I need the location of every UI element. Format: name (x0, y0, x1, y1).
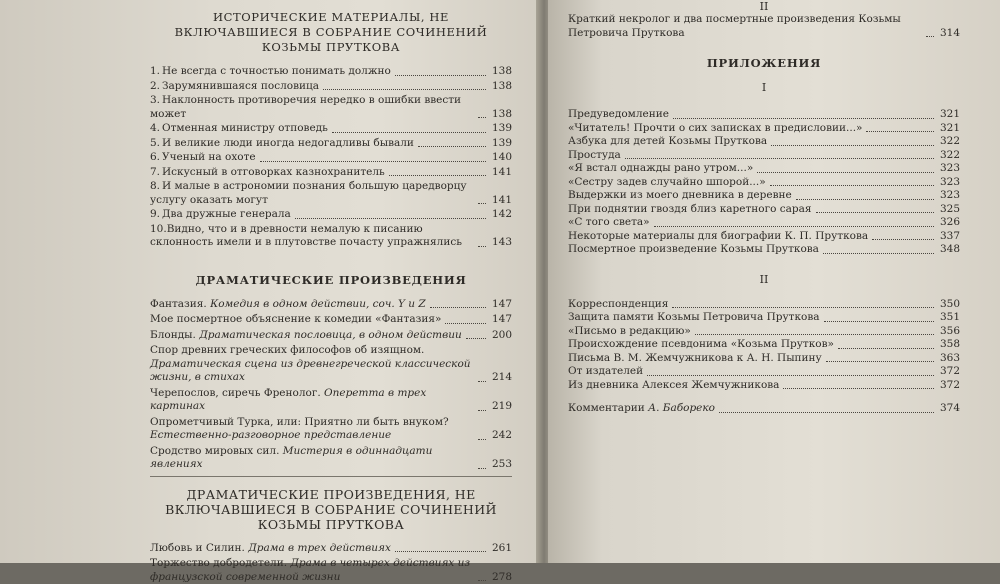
toc-entry-number: 6. (150, 151, 162, 165)
toc-entry-title: «С того света» (568, 216, 650, 230)
toc-entry-page: 326 (938, 216, 960, 230)
dot-leader (466, 338, 486, 339)
toc-entry (150, 344, 512, 385)
toc-entry-title: 10.Видно, что и в древности немалую к писанию склонность имели и в плутовстве почасту упражнялись (150, 223, 474, 250)
toc-entry (568, 135, 960, 149)
toc-entry-page: 261 (490, 542, 512, 556)
toc-entry-title: Защита памяти Козьмы Петровича Пруткова (568, 311, 820, 325)
toc-entry-page: 323 (938, 176, 960, 190)
toc-entry-number: 4. (150, 122, 162, 136)
dramatic-list (150, 298, 512, 472)
toc-entry-page: 140 (490, 151, 512, 165)
toc-entry (150, 298, 512, 312)
toc-entry-title: Опрометчивый Турка, или: Приятно ли быть внуком? Естественно-разговорное представление (150, 416, 474, 443)
dot-leader (332, 132, 486, 133)
toc-entry-title: 4.Отменная министру отповедь (150, 122, 328, 136)
toc-entry-page: 147 (490, 298, 512, 312)
toc-entry (150, 80, 512, 94)
toc-entry-title: Некоторые материалы для биографии К. П. Пруткова (568, 230, 868, 244)
toc-entry (150, 94, 512, 121)
toc-entry-page: 337 (938, 230, 960, 244)
toc-entry-page: 253 (490, 458, 512, 472)
toc-entry-subtitle: Драма в трех действиях (245, 542, 391, 554)
toc-entry-title: Любовь и Силин. Драма в трех действиях (150, 542, 391, 556)
toc-entry (150, 542, 512, 556)
dot-leader (826, 361, 934, 362)
toc-entry-title: Простуда (568, 149, 621, 163)
toc-entry (150, 445, 512, 472)
toc-entry-page: 214 (490, 371, 512, 385)
toc-entry (568, 365, 960, 379)
toc-entry (568, 176, 960, 190)
toc-entry-title: Корреспонденция (568, 298, 668, 312)
toc-entry-page: 374 (938, 402, 960, 416)
toc-entry-title: Из дневника Алексея Жемчужникова (568, 379, 779, 393)
toc-entry-page: 348 (938, 243, 960, 257)
toc-entry-title: Посмертное произведение Козьмы Пруткова (568, 243, 819, 257)
toc-entry (568, 203, 960, 217)
toc-entry (568, 13, 960, 40)
toc-entry-number: 8. (150, 180, 162, 194)
toc-entry-page: 322 (938, 149, 960, 163)
toc-entry-page: 141 (490, 194, 512, 208)
toc-entry-subtitle: Мистерия в одиннадцати явлениях (150, 445, 432, 471)
toc-entry-page: 242 (490, 429, 512, 443)
appendix-title: ПРИЛОЖЕНИЯ (568, 56, 960, 71)
toc-entry-title: 6.Ученый на охоте (150, 151, 256, 165)
dot-leader (872, 239, 934, 240)
toc-entry (568, 352, 960, 366)
dot-leader (478, 439, 486, 440)
part2-roman-numeral: II (568, 273, 960, 286)
toc-entry-title: «Сестру задев случайно шпорой...» (568, 176, 766, 190)
toc-entry-page: 200 (490, 329, 512, 343)
dot-leader (816, 212, 935, 213)
dot-leader (260, 161, 486, 162)
toc-entry-page: 350 (938, 298, 960, 312)
right-page (548, 0, 1000, 563)
toc-entry-page: 323 (938, 162, 960, 176)
toc-entry (568, 162, 960, 176)
section-title-historical: ИСТОРИЧЕСКИЕ МАТЕРИАЛЫ, НЕ ВКЛЮЧАВШИЕСЯ В СОБРАНИЕ СОЧИНЕНИЙ КОЗЬМЫ ПРУТКОВА (150, 10, 512, 55)
toc-entry-page: 138 (490, 108, 512, 122)
toc-entry-number: 2. (150, 80, 162, 94)
toc-entry-number: 10. (150, 223, 167, 237)
toc-entry-page: 372 (938, 365, 960, 379)
toc-entry-number: 5. (150, 137, 162, 151)
toc-entry-page: 325 (938, 203, 960, 217)
toc-entry-subtitle: А. Бабореко (645, 402, 715, 414)
dot-leader (926, 36, 934, 37)
dot-leader (647, 375, 934, 376)
dot-leader (478, 203, 486, 204)
toc-entry-title: Комментарии А. Бабореко (568, 402, 715, 416)
toc-entry-title: Фантазия. Комедия в одном действии, соч. Y и Z (150, 298, 426, 312)
commentary-item (568, 402, 960, 416)
toc-entry-title: Письма В. М. Жемчужникова к А. Н. Пыпину (568, 352, 822, 366)
dot-leader (395, 551, 486, 552)
dot-leader (673, 118, 934, 119)
toc-entry (150, 137, 512, 151)
toc-entry-title: «Письмо в редакцию» (568, 325, 691, 339)
dot-leader (478, 580, 486, 581)
toc-entry-title: Сродство мировых сил. Мистерия в одиннадцати явлениях (150, 445, 474, 472)
toc-entry-page: 314 (938, 27, 960, 41)
toc-entry (150, 387, 512, 414)
toc-entry-page: 363 (938, 352, 960, 366)
toc-entry-page: 358 (938, 338, 960, 352)
toc-entry-page: 143 (490, 236, 512, 250)
toc-entry-title: 5.И великие люди иногда недогадливы бывали (150, 137, 414, 151)
toc-entry-subtitle: Драматическая сцена из древнегреческой классической жизни, в стихах (150, 358, 471, 384)
dot-leader (445, 323, 486, 324)
toc-entry-subtitle: Комедия в одном действии, соч. Y и Z (207, 298, 426, 310)
toc-entry (568, 149, 960, 163)
dot-leader (770, 185, 934, 186)
section-title-dramatic-excluded: ДРАМАТИЧЕСКИЕ ПРОИЗВЕДЕНИЯ, НЕ ВКЛЮЧАВШИЕСЯ В СОБРАНИЕ СОЧИНЕНИЙ КОЗЬМЫ ПРУТКОВА (150, 487, 512, 532)
toc-entry (568, 338, 960, 352)
toc-entry-page: 141 (490, 166, 512, 180)
toc-entry-number: 1. (150, 65, 162, 79)
dot-leader (389, 175, 486, 176)
dot-leader (418, 146, 486, 147)
toc-entry-page: 321 (938, 122, 960, 136)
dot-leader (719, 412, 934, 413)
toc-entry-subtitle: Драма в четырех действиях из французской современной жизни (150, 557, 470, 583)
toc-entry (568, 379, 960, 393)
toc-entry-subtitle: Оперетта в трех картинах (150, 387, 426, 413)
toc-entry-page: 322 (938, 135, 960, 149)
toc-entry-title: Выдержки из моего дневника в деревне (568, 189, 792, 203)
dot-leader (478, 246, 486, 247)
toc-entry (150, 166, 512, 180)
toc-entry-title: Предуведомление (568, 108, 669, 122)
dot-leader (823, 253, 934, 254)
toc-entry (150, 557, 512, 584)
toc-entry-page: 356 (938, 325, 960, 339)
toc-entry-page: 138 (490, 65, 512, 79)
toc-entry-title: 7.Искусный в отговорках казнохранитель (150, 166, 385, 180)
dot-leader (430, 307, 486, 308)
top-item (568, 13, 960, 40)
toc-entry (568, 298, 960, 312)
toc-entry-title: 9.Два дружные генерала (150, 208, 291, 222)
toc-entry (568, 216, 960, 230)
toc-entry (568, 108, 960, 122)
historical-list (150, 65, 512, 250)
toc-entry-page: 219 (490, 400, 512, 414)
dot-leader (838, 348, 934, 349)
dot-leader (695, 334, 934, 335)
toc-entry-title: 8.И малые в астрономии познания большую царедворцу услугу оказать могут (150, 180, 474, 207)
toc-entry-title: 2.Зарумянившаяся пословица (150, 80, 319, 94)
toc-entry-page: 142 (490, 208, 512, 222)
toc-entry-page: 278 (490, 571, 512, 584)
toc-entry-page: 372 (938, 379, 960, 393)
section-title-dramatic: ДРАМАТИЧЕСКИЕ ПРОИЗВЕДЕНИЯ (150, 273, 512, 288)
toc-entry-page: 351 (938, 311, 960, 325)
dot-leader (672, 307, 934, 308)
toc-entry-page: 139 (490, 137, 512, 151)
toc-entry (568, 402, 960, 416)
toc-entry-subtitle: Драматическая пословица, в одном действии (196, 329, 462, 341)
dot-leader (757, 172, 934, 173)
dot-leader (654, 226, 934, 227)
toc-entry-title: «Я встал однажды рано утром...» (568, 162, 753, 176)
dot-leader (395, 75, 486, 76)
toc-entry (568, 325, 960, 339)
toc-entry (568, 311, 960, 325)
toc-entry (150, 151, 512, 165)
dot-leader (771, 145, 934, 146)
toc-entry-number: 7. (150, 166, 162, 180)
appendix-part1-list (568, 108, 960, 257)
toc-entry (150, 208, 512, 222)
toc-entry-title: Мое посмертное объяснение к комедии «Фантазия» (150, 313, 441, 327)
toc-entry (150, 65, 512, 79)
toc-entry-page: 321 (938, 108, 960, 122)
toc-entry (568, 230, 960, 244)
toc-entry-title: Черепослов, сиречь Френолог. Оперетта в трех картинах (150, 387, 474, 414)
toc-entry-number: 3. (150, 94, 162, 108)
part1-roman-numeral: I (568, 81, 960, 94)
dot-leader (478, 410, 486, 411)
dot-leader (625, 158, 934, 159)
toc-entry-title: Спор древних греческих философов об изящном. Драматическая сцена из древнегреческой классической жизни, в стихах (150, 344, 474, 385)
toc-entry-title: Блонды. Драматическая пословица, в одном действии (150, 329, 462, 343)
dot-leader (323, 89, 486, 90)
toc-entry-title: «Читатель! Прочти о сих записках в предисловии...» (568, 122, 862, 136)
toc-entry-title: 1.Не всегда с точностью понимать должно (150, 65, 391, 79)
toc-entry-title: Краткий некролог и два посмертные произведения Козьмы Петровича Пруткова (568, 13, 922, 40)
toc-entry (568, 189, 960, 203)
toc-entry-page: 147 (490, 313, 512, 327)
divider (150, 476, 512, 477)
toc-entry (150, 180, 512, 207)
top-roman-numeral: II (568, 0, 960, 13)
toc-entry-title: 3.Наклонность противоречия нередко в ошибки ввести может (150, 94, 474, 121)
dot-leader (478, 117, 486, 118)
toc-entry (150, 329, 512, 343)
toc-entry (150, 223, 512, 250)
toc-entry-subtitle: Естественно-разговорное представление (150, 429, 391, 441)
toc-entry (568, 243, 960, 257)
dot-leader (796, 199, 934, 200)
toc-entry-number: 9. (150, 208, 162, 222)
toc-entry-page: 139 (490, 122, 512, 136)
toc-entry-title: От издателей (568, 365, 643, 379)
toc-entry-page: 138 (490, 80, 512, 94)
toc-entry-title: Азбука для детей Козьмы Пруткова (568, 135, 767, 149)
toc-entry-title: Происхождение псевдонима «Козьма Прутков» (568, 338, 834, 352)
dot-leader (478, 381, 486, 382)
toc-entry (150, 122, 512, 136)
dot-leader (295, 218, 486, 219)
toc-entry-title: При поднятии гвоздя близ каретного сарая (568, 203, 812, 217)
dot-leader (478, 468, 486, 469)
toc-entry (150, 416, 512, 443)
dot-leader (783, 388, 934, 389)
toc-entry (568, 122, 960, 136)
dot-leader (866, 131, 934, 132)
toc-entry (150, 313, 512, 327)
dot-leader (824, 321, 934, 322)
appendix-part2-list (568, 298, 960, 393)
toc-entry-page: 323 (938, 189, 960, 203)
toc-entry-title: Торжество добродетели. Драма в четырех действиях из французской современной жизни (150, 557, 474, 584)
